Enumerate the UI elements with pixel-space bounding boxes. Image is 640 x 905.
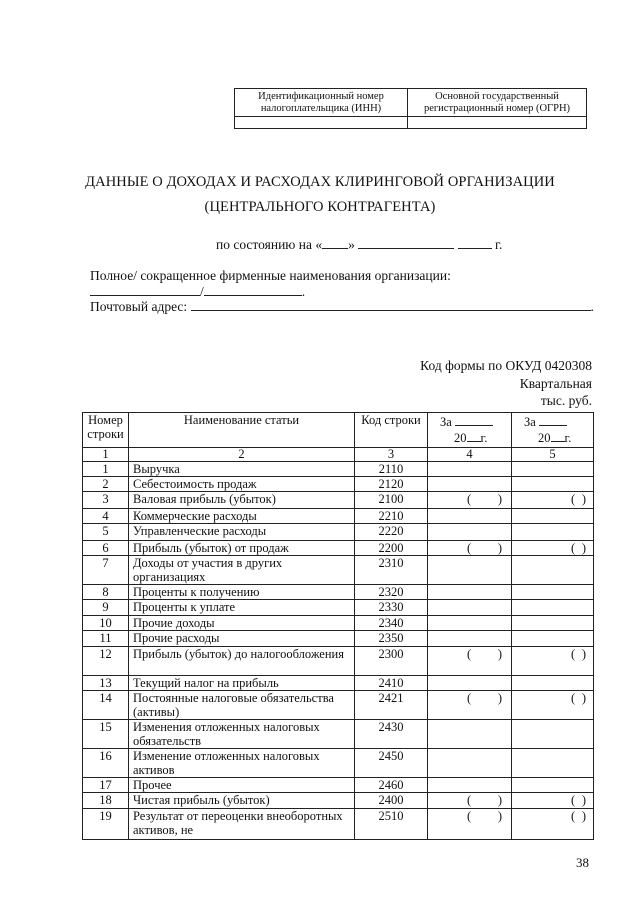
index-cell: 1 [83,448,129,462]
value-cell-previous[interactable] [512,809,594,840]
row-number: 10 [83,616,129,631]
row-code: 2410 [355,676,428,691]
parentheses-value [515,793,590,807]
row-code: 2450 [355,749,428,778]
value-cell-previous[interactable] [512,541,594,556]
value-cell-current[interactable] [428,600,512,616]
paren-close: ) [497,691,502,705]
value-cell-previous[interactable] [512,793,594,809]
paren-close: ) [581,809,586,823]
row-number: 1 [83,462,129,477]
header-za-2: За [524,415,536,429]
address-blank[interactable] [191,298,591,311]
row-name: Изменение отложенных налоговых активов [129,749,355,778]
table-row [83,509,594,524]
paren-close: ) [581,541,586,555]
row-code: 2100 [355,492,428,509]
table-row [83,524,594,541]
value-cell-current[interactable] [428,509,512,524]
paren-open: ( [467,541,472,555]
value-cell-current[interactable] [428,749,512,778]
form-code: Код формы по ОКУД 0420308 [420,358,592,373]
row-code: 2330 [355,600,428,616]
value-cell-previous[interactable] [512,676,594,691]
row-name: Изменения отложенных налоговых обязательств [129,720,355,749]
date-prefix: по состоянию на « [216,237,323,252]
parentheses-value [431,809,508,823]
paren-close: ) [497,647,502,661]
value-cell-previous[interactable] [512,492,594,509]
paren-close: ) [581,492,586,506]
period-previous-blank[interactable] [539,413,567,426]
row-code: 2300 [355,647,428,676]
paren-open: ( [467,647,472,661]
paren-close: ) [581,793,586,807]
table-row [83,616,594,631]
parentheses-value [431,492,508,506]
year-prefix-2: 20 [538,431,551,445]
paren-close: ) [581,647,586,661]
header-period-current [428,413,512,448]
row-name: Коммерческие расходы [129,509,355,524]
year-prefix: 20 [454,431,467,445]
paren-close: ) [497,541,502,555]
value-cell-previous[interactable] [512,720,594,749]
paren-close: ) [581,691,586,705]
address-label: Почтовый адрес: [90,299,188,314]
org-full-name-blank[interactable] [90,283,200,296]
paren-close: ) [497,809,502,823]
row-number: 11 [83,631,129,647]
row-number: 8 [83,585,129,600]
row-number: 7 [83,556,129,585]
value-cell-previous[interactable] [512,749,594,778]
row-number: 18 [83,793,129,809]
parentheses-value [515,809,590,823]
id-header-table [234,88,587,129]
row-name: Проценты к получению [129,585,355,600]
header-name: Наименование статьи [129,413,355,448]
row-number: 6 [83,541,129,556]
table-row [83,556,594,585]
table-row [83,477,594,492]
row-name: Валовая прибыль (убыток) [129,492,355,509]
row-code: 2421 [355,691,428,720]
row-name: Прочие доходы [129,616,355,631]
value-cell-current[interactable] [428,631,512,647]
inn-label: Идентификационный номер налогоплательщика (ИНН) [235,89,408,117]
year-previous-blank[interactable] [551,429,565,442]
document-title: ДАННЫЕ О ДОХОДАХ И РАСХОДАХ КЛИРИНГОВОЙ ОРГАНИЗАЦИИ [85,174,555,190]
date-month-blank[interactable] [358,236,454,249]
units: тыс. руб. [540,393,592,408]
row-name: Чистая прибыль (убыток) [129,793,355,809]
parentheses-value [515,492,590,506]
table-row [83,809,594,840]
row-code: 2210 [355,509,428,524]
org-name-separator: / [200,284,204,299]
row-code: 2460 [355,778,428,793]
paren-open: ( [571,691,576,705]
value-cell-previous[interactable] [512,600,594,616]
paren-close: ) [497,492,502,506]
table-row [83,720,594,749]
page-number: 38 [576,855,589,870]
row-name: Текущий налог на прибыль [129,676,355,691]
row-name: Проценты к уплате [129,600,355,616]
index-cell: 3 [355,448,428,462]
row-code: 2350 [355,631,428,647]
row-number: 17 [83,778,129,793]
row-code: 2430 [355,720,428,749]
value-cell-current[interactable] [428,809,512,840]
paren-open: ( [571,541,576,555]
row-name: Доходы от участия в других организациях [129,556,355,585]
parentheses-value [515,647,590,661]
value-cell-current[interactable] [428,691,512,720]
table-row [83,647,594,676]
org-name-label: Полное/ сокращенное фирменные наименования организации: [90,268,451,283]
parentheses-value [431,691,508,705]
value-cell-previous[interactable] [512,509,594,524]
date-line [216,236,502,253]
row-name: Постоянные налоговые обязательства (активы) [129,691,355,720]
periodicity: Квартальная [519,376,592,391]
paren-open: ( [467,793,472,807]
row-code: 2320 [355,585,428,600]
value-cell-previous[interactable] [512,631,594,647]
period-current-blank[interactable] [455,413,493,426]
value-cell-previous[interactable] [512,524,594,541]
parentheses-value [431,647,508,661]
row-code: 2310 [355,556,428,585]
row-name: Себестоимость продаж [129,477,355,492]
row-number: 15 [83,720,129,749]
paren-open: ( [467,809,472,823]
org-short-name-blank[interactable] [204,283,302,296]
row-number: 12 [83,647,129,676]
date-day-blank[interactable] [322,236,348,249]
row-name: Прочее [129,778,355,793]
year-current-blank[interactable] [467,429,481,442]
row-name: Выручка [129,462,355,477]
table-row [83,541,594,556]
row-name: Прочие расходы [129,631,355,647]
table-row [83,462,594,477]
parentheses-value [515,691,590,705]
row-number: 3 [83,492,129,509]
value-cell-current[interactable] [428,676,512,691]
value-cell-current[interactable] [428,477,512,492]
value-cell-current[interactable] [428,541,512,556]
value-cell-current[interactable] [428,585,512,600]
value-cell-current[interactable] [428,720,512,749]
row-number: 5 [83,524,129,541]
row-name: Прибыль (убыток) до налогообложения [129,647,355,676]
index-cell: 2 [129,448,355,462]
ogrn-label: Основной государственный регистрационный номер (ОГРН) [408,89,587,117]
header-num: Номер строки [83,413,129,448]
table-row [83,778,594,793]
row-code: 2200 [355,541,428,556]
table-row [83,676,594,691]
paren-open: ( [571,793,576,807]
value-cell-current[interactable] [428,647,512,676]
value-cell-current[interactable] [428,778,512,793]
table-row [83,691,594,720]
value-cell-current[interactable] [428,492,512,509]
paren-open: ( [571,492,576,506]
paren-open: ( [571,809,576,823]
row-number: 19 [83,809,129,840]
income-expense-table [82,412,594,840]
paren-open: ( [467,492,472,506]
table-row [83,585,594,600]
paren-open: ( [467,691,472,705]
row-name: Управленческие расходы [129,524,355,541]
row-code: 2510 [355,809,428,840]
row-code: 2110 [355,462,428,477]
date-middle: » [348,237,359,252]
address-end: . [590,299,594,314]
value-cell-previous[interactable] [512,462,594,477]
value-cell-current[interactable] [428,556,512,585]
row-number: 13 [83,676,129,691]
row-number: 4 [83,509,129,524]
date-suffix: г. [491,237,503,252]
year-suffix-2: г. [564,431,572,445]
index-cell: 4 [428,448,512,462]
value-cell-current[interactable] [428,524,512,541]
table-row [83,793,594,809]
paren-open: ( [571,647,576,661]
table-row [83,492,594,509]
table-row [83,631,594,647]
value-cell-previous[interactable] [512,691,594,720]
row-code: 2220 [355,524,428,541]
header-code: Код строки [355,413,428,448]
value-cell-previous[interactable] [512,477,594,492]
parentheses-value [431,541,508,555]
header-period-previous [512,413,594,448]
row-name: Результат от переоценки внеоборотных активов, не [129,809,355,840]
parentheses-value [431,793,508,807]
value-cell-previous[interactable] [512,647,594,676]
document-subtitle: (ЦЕНТРАЛЬНОГО КОНТРАГЕНТА) [204,199,436,215]
value-cell-previous[interactable] [512,585,594,600]
table-header-row [83,413,594,448]
value-cell-current[interactable] [428,616,512,631]
row-code: 2120 [355,477,428,492]
parentheses-value [515,541,590,555]
ogrn-value-cell[interactable] [408,117,587,129]
paren-close: ) [497,793,502,807]
value-cell-previous[interactable] [512,556,594,585]
year-suffix: г. [480,431,488,445]
value-cell-current[interactable] [428,462,512,477]
row-number: 2 [83,477,129,492]
row-code: 2340 [355,616,428,631]
value-cell-previous[interactable] [512,616,594,631]
row-code: 2400 [355,793,428,809]
inn-value-cell[interactable] [235,117,408,129]
table-row [83,749,594,778]
row-name: Прибыль (убыток) от продаж [129,541,355,556]
address-line [90,298,594,315]
table-body [83,462,594,840]
date-year-blank[interactable] [458,236,492,249]
value-cell-previous[interactable] [512,778,594,793]
header-za: За [440,415,452,429]
column-index-row [83,448,594,462]
table-row [83,600,594,616]
value-cell-current[interactable] [428,793,512,809]
org-name-end: . [301,284,306,299]
row-number: 14 [83,691,129,720]
row-number: 16 [83,749,129,778]
index-cell: 5 [512,448,594,462]
row-number: 9 [83,600,129,616]
